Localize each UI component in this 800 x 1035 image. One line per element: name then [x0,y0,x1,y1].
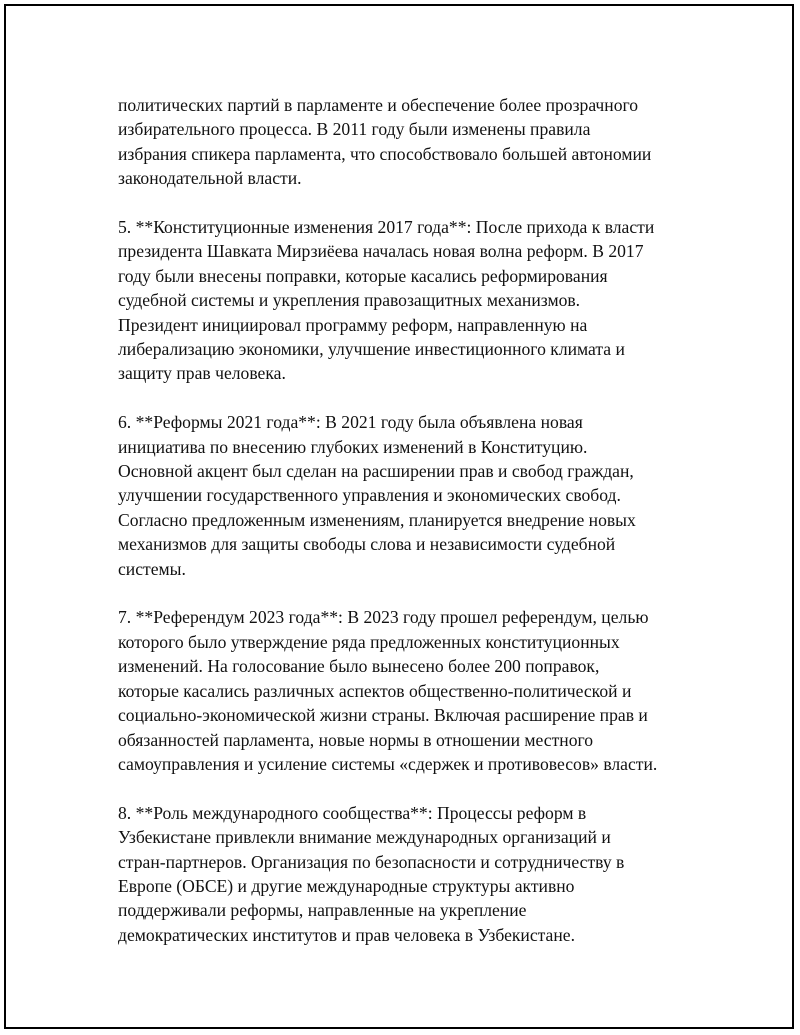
paragraph-item-7: 7. **Референдум 2023 года**: В 2023 году прошел референдум, целью которого было утверждение ряда предложенных конституционных изменений. На голосование было вынесено более 200 поправок, которые касались различных аспектов общественно-политической и социально-экономической жизни страны. Включая расширение прав и обязанностей парламента, новые нормы в отношении местного самоуправления и усиление системы «сдержек и противовесов» власти. [118,607,658,774]
paragraph-item-5: 5. **Конституционные изменения 2017 года**: После прихода к власти президента Шавката Мирзиёева началась новая волна реформ. В 2017 году были внесены поправки, которые касались реформирования судебной системы и укрепления правозащитных механизмов. Президент инициировал программу реформ, направленную на либерализацию экономики, улучшение инвестиционного климата и защиту прав человека. [118,217,655,384]
paragraph-item-6: 6. **Реформы 2021 года**: В 2021 году была объявлена новая инициатива по внесению глубоких изменений в Конституцию. Основной акцент был сделан на расширении прав и свобод граждан, улучшении государственного управления и экономических свобод. Согласно предложенным изменениям, планируется внедрение новых механизмов для защиты свободы слова и независимости судебной системы. [118,412,636,579]
document-body [118,93,696,947]
paragraph-continuation: политических партий в парламенте и обеспечение более прозрачного избирательного процесса. В 2011 году были изменены правила избрания спикера парламента, что способствовало большей автономии законодательной власти. [118,95,652,189]
paragraph-item-8: 8. **Роль международного сообщества**: Процессы реформ в Узбекистане привлекли внимание международных организаций и стран-партнеров. Организация по безопасности и сотрудничеству в Европе (ОБСЕ) и другие международные структуры активно поддерживали реформы, направленные на укрепление демократических институтов и прав человека в Узбекистане. [118,802,625,945]
